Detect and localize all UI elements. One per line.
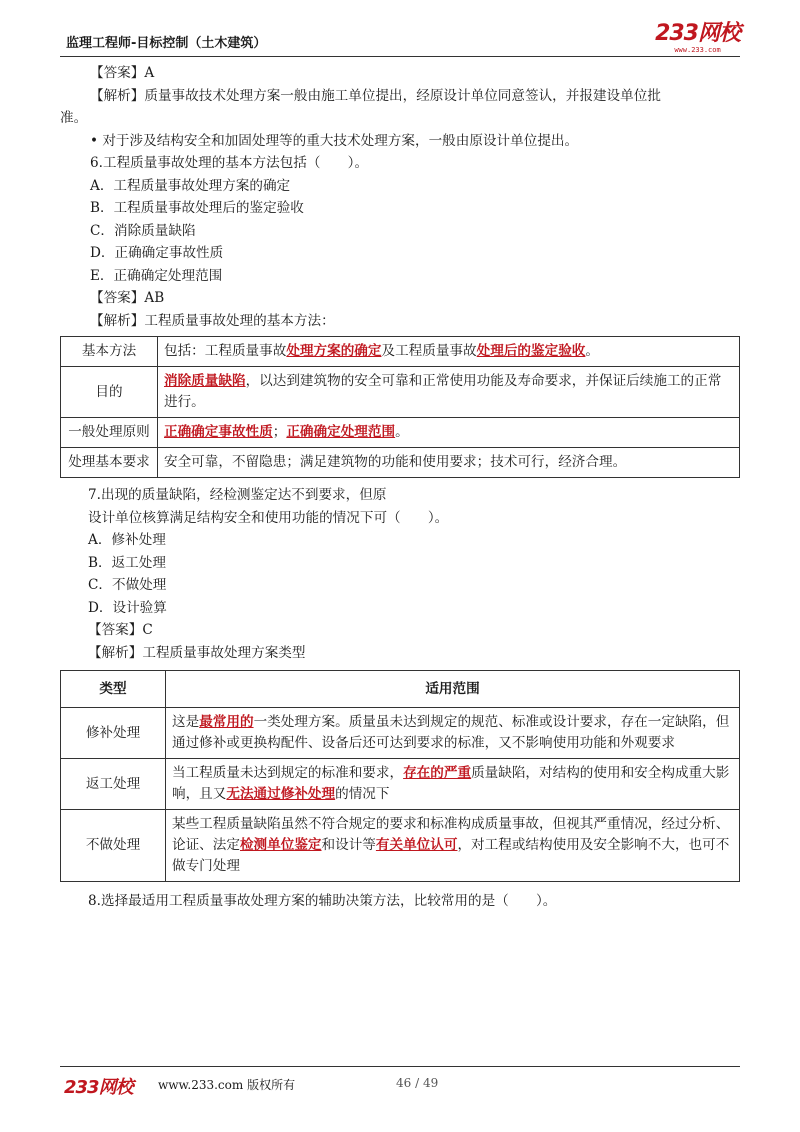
highlight: 无法通过修补处理	[226, 786, 336, 802]
column-header: 类型	[61, 671, 166, 708]
logo-url: www.233.com	[674, 46, 721, 54]
footer-logo[interactable]: 233网校	[64, 1077, 133, 1098]
option-c: C．不做处理	[88, 577, 167, 593]
page-number: 46 / 49	[396, 1076, 439, 1090]
text: ；	[272, 424, 287, 440]
analysis-7: 【解析】工程质量事故处理方案类型	[88, 644, 306, 661]
column-header: 适用范围	[166, 671, 740, 708]
answer-6: 【答案】AB	[90, 290, 165, 306]
text: 当工程质量未达到规定的标准和要求，	[172, 765, 404, 781]
highlight: 最常用的	[199, 714, 254, 730]
footer-copyright: www.233.com 版权所有	[158, 1078, 296, 1092]
document-body	[60, 62, 740, 913]
header-title: 监理工程师-目标控制（土木建筑）	[66, 36, 267, 51]
question-7-line1: 7.出现的质量缺陷，经检测鉴定达不到要求，但原	[88, 487, 387, 503]
answer-5: 【答案】A	[90, 65, 155, 81]
question-8: 8.选择最适用工程质量事故处理方案的辅助决策方法，比较常用的是（ ）。	[88, 893, 557, 909]
text: 的情况下	[335, 786, 390, 802]
row-value	[158, 367, 740, 418]
analysis-5-cont: 准。	[60, 110, 88, 126]
option-e: E．正确确定处理范围	[90, 267, 223, 284]
question-7-line2: 设计单位核算满足结构安全和使用功能的情况下可（ ）。	[88, 509, 449, 526]
page-footer	[60, 1066, 740, 1097]
brand-logo[interactable]	[655, 22, 740, 54]
row-key: 一般处理原则	[61, 418, 158, 448]
option-b: B．工程质量事故处理后的鉴定验收	[90, 200, 304, 216]
methods-table	[60, 336, 740, 478]
analysis-5: 【解析】质量事故技术处理方案一般由施工单位提出，经原设计单位同意签认，并报建设单位批	[90, 87, 661, 104]
highlight: 处理方案的确定	[286, 343, 382, 359]
option-c: C．消除质量缺陷	[90, 222, 196, 239]
row-value	[166, 810, 740, 882]
row-key: 目的	[61, 367, 158, 418]
table-row	[61, 337, 740, 367]
table-row	[61, 367, 740, 418]
text: 和设计等	[321, 837, 376, 853]
text: 这是	[172, 714, 200, 730]
option-b: B．返工处理	[88, 554, 166, 571]
highlight: 正确确定处理范围	[286, 424, 396, 440]
text: 及工程质量事故	[381, 343, 477, 359]
plan-types-table	[60, 670, 740, 882]
table-row	[61, 708, 740, 759]
row-value	[158, 418, 740, 448]
text: 一类处理方案。质量虽未达到规定的规范、标准或设计要求，存在一定缺陷，但通过修补或更换构配件、设备后还可达到要求的标准，又不影响使用功能和外观要求	[172, 714, 730, 751]
text: 某些工程质量缺陷虽然不符合规定的要求和标准构成质量事故，但视其严重情况，经过分析、论证、法定	[172, 816, 730, 853]
row-key: 修补处理	[61, 708, 166, 759]
text: 。	[585, 343, 599, 359]
highlight: 正确确定事故性质	[164, 424, 273, 440]
highlight: 处理后的鉴定验收	[476, 343, 586, 359]
option-a: A．修补处理	[88, 532, 166, 548]
question-6: 6.工程质量事故处理的基本方法包括（ ）。	[90, 155, 369, 171]
bullet-note: • 对于涉及结构安全和加固处理等的重大技术处理方案，一般由原设计单位提出。	[90, 132, 579, 149]
row-key: 返工处理	[61, 759, 166, 810]
table-row	[61, 448, 740, 478]
text: 质量缺陷，对结构的使用和安全构成重大影响，且又	[172, 765, 730, 802]
row-key: 处理基本要求	[61, 448, 158, 478]
highlight: 消除质量缺陷	[164, 373, 246, 389]
logo-text: 233网校	[655, 21, 740, 46]
row-value	[166, 759, 740, 810]
analysis-6: 【解析】工程质量事故处理的基本方法：	[90, 312, 335, 329]
option-d: D．正确确定事故性质	[90, 245, 224, 261]
highlight: 存在的严重	[403, 765, 472, 781]
highlight: 检测单位鉴定	[239, 837, 322, 853]
highlight: 有关单位认可	[375, 837, 458, 853]
option-d: D．设计验算	[88, 599, 167, 616]
row-value	[166, 708, 740, 759]
table-row	[61, 418, 740, 448]
row-value	[158, 337, 740, 367]
text: ，对工程或结构使用及安全影响不大，也可不做专门处理	[172, 837, 730, 874]
table-row	[61, 759, 740, 810]
answer-7: 【答案】C	[88, 622, 153, 638]
row-key: 基本方法	[61, 337, 158, 367]
table-header-row	[61, 671, 740, 708]
option-a: A．工程质量事故处理方案的确定	[90, 177, 291, 194]
page-header	[60, 21, 740, 57]
text: 包括：工程质量事故	[164, 343, 287, 359]
table-row	[61, 810, 740, 882]
row-value: 安全可靠，不留隐患；满足建筑物的功能和使用要求；技术可行，经济合理。	[158, 448, 740, 478]
row-key: 不做处理	[61, 810, 166, 882]
text: 。	[395, 424, 409, 440]
text: ，以达到建筑物的安全可靠和正常使用功能及寿命要求，并保证后续施工的正常进行。	[164, 373, 722, 410]
